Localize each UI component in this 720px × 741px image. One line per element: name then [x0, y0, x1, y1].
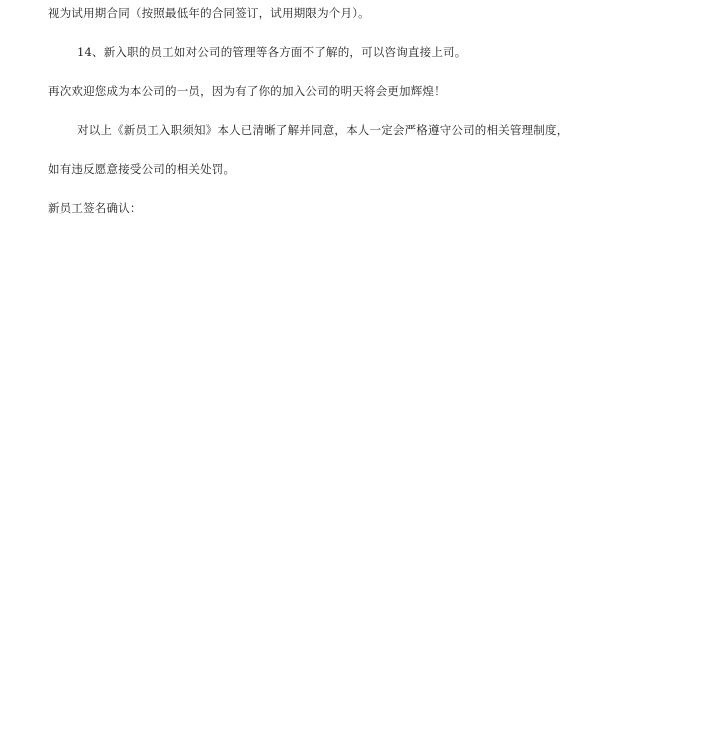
paragraph-welcome: 再次欢迎您成为本公司的一员，因为有了你的加入公司的明天将会更加辉煌！: [48, 84, 446, 98]
paragraph-item-14: 14、新入职的员工如对公司的管理等各方面不了解的，可以咨询直接上司。: [77, 45, 467, 59]
paragraph-acknowledgement: 对以上《新员工入职须知》本人已清晰了解并同意，本人一定会严格遵守公司的相关管理制度，: [77, 123, 569, 137]
signature-label: 新员工签名确认：: [48, 201, 142, 215]
paragraph-penalty: 如有违反愿意接受公司的相关处罚。: [48, 162, 236, 176]
paragraph-trial-contract: 视为试用期合同（按照最低年的合同签订，试用期限为个月）。: [48, 6, 370, 20]
